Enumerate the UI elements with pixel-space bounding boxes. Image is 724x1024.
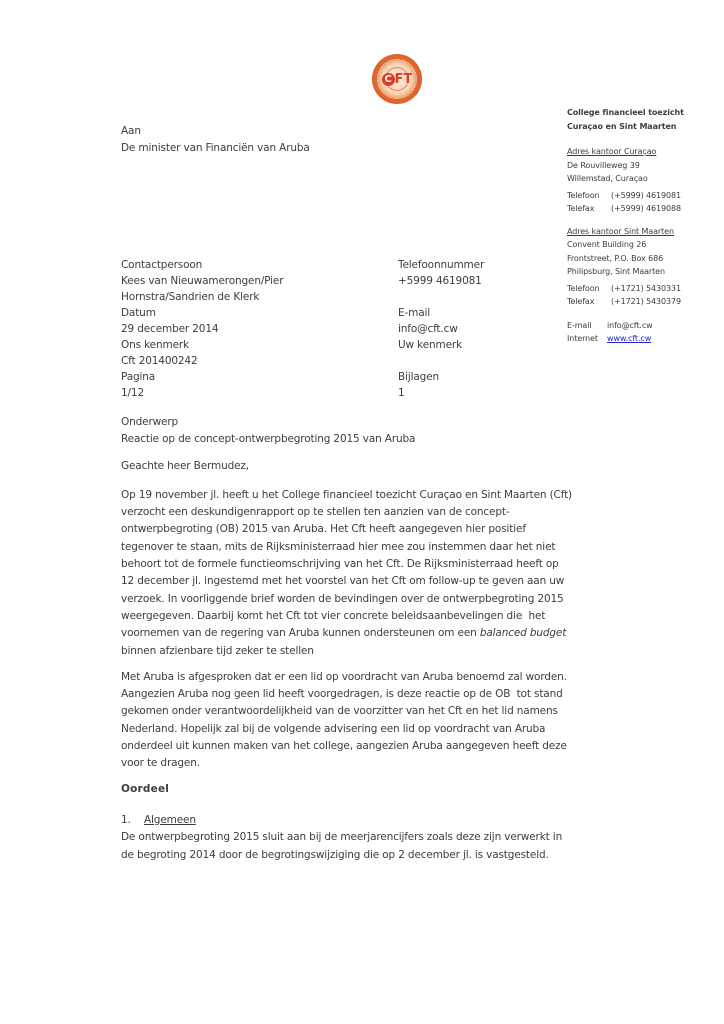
paragraph-line: Aangezien Aruba nog geen lid heeft voorgedragen, is deze reactie op de OB tot stand <box>121 688 563 701</box>
meta-row <box>121 337 633 353</box>
meta-row <box>121 257 633 273</box>
paragraph-line: Op 19 november jl. heeft u het College financieel toezicht Curaçao en Sint Maarten (Cft) <box>121 488 573 501</box>
address-line: Willemstad, Curaçao <box>567 174 648 183</box>
phone-value: (+5999) 4619081 <box>611 190 681 200</box>
section-number: 1. <box>121 813 131 826</box>
subject-text: Reactie op de concept-ontwerpbegroting 2015 van Aruba <box>121 433 416 446</box>
paragraph-line: onderdeel uit kunnen maken van het college, aangezien Aruba aangegeven heeft deze <box>121 740 567 753</box>
logo-letter-c: C <box>382 73 395 86</box>
organization-name-line2: Curaçao en Sint Maarten <box>567 122 677 131</box>
logo-text <box>382 72 413 87</box>
paragraph-line: 12 december jl. ingestemd met het voorstel van het Cft om follow-up te geven aan uw <box>121 575 565 588</box>
paragraph-1 <box>121 487 633 660</box>
meta-row <box>121 273 633 289</box>
letter-meta-grid <box>121 257 633 401</box>
oordeel-heading: Oordeel <box>121 782 170 795</box>
email-label: E-mail <box>567 320 592 330</box>
fax-value: (+1721) 5430379 <box>611 297 681 306</box>
paragraph-line: ontwerpbegroting (OB) 2015 van Aruba. Het Cft heeft aangegeven hier positief <box>121 523 526 536</box>
website-link[interactable]: www.cft.cw <box>607 334 652 343</box>
phone-label: Telefoon <box>567 190 600 200</box>
meta-cell: 1 <box>398 387 405 399</box>
paragraph-line: verzoek. In voorliggende brief worden de bevindingen over de ontwerpbegroting 2015 <box>121 592 564 605</box>
salutation: Geachte heer Bermudez, <box>121 459 249 472</box>
paragraph-text-italic: balanced budget <box>479 627 567 640</box>
internet-label: Internet <box>567 334 598 343</box>
letter-body <box>121 123 633 864</box>
meta-cell: Uw kenmerk <box>398 339 463 351</box>
addressee-to-label: Aan <box>121 125 141 137</box>
paragraph-line: tegenover te staan, mits de Rijksministerraad hier mee zou instemmen daar het niet <box>121 540 556 553</box>
section-heading <box>121 812 633 829</box>
section-algemeen <box>121 812 633 864</box>
meta-row <box>121 369 633 385</box>
meta-cell: Ons kenmerk <box>121 339 189 351</box>
meta-row <box>121 305 633 321</box>
section-title: Algemeen <box>144 813 196 826</box>
fax-label: Telefax <box>567 297 595 306</box>
phone-label: Telefoon <box>567 283 600 293</box>
meta-row <box>121 321 633 337</box>
paragraph-line: verzocht een deskundigenrapport op te stellen ten aanzien van de concept- <box>121 506 510 519</box>
meta-row <box>121 289 633 305</box>
paragraph-2 <box>121 669 633 773</box>
paragraph-line: binnen afzienbare tijd zeker te stellen <box>121 644 314 657</box>
paragraph-line: behoort tot de formele functieomschrijving van het Cft. De Rijksministerraad heeft op <box>121 558 559 571</box>
paragraph-line: weergegeven. Daarbij komt het Cft tot vier concrete beleidsaanbevelingen die het <box>121 609 546 622</box>
meta-cell: Kees van Nieuwamerongen/Pier <box>121 275 284 287</box>
addressee-block <box>121 123 633 157</box>
paragraph-line: Met Aruba is afgesproken dat er een lid op voordracht van Aruba benoemd zal worden. <box>121 670 567 683</box>
organization-name-line1: College financieel toezicht <box>567 108 684 117</box>
fax-label: Telefax <box>567 204 595 213</box>
meta-cell: 29 december 2014 <box>121 323 219 335</box>
address-line: Frontstreet, P.O. Box 686 <box>567 253 664 263</box>
paragraph-line: gekomen onder verantwoordelijkheid van de voorzitter van het Cft en het lid namens <box>121 705 558 718</box>
meta-row <box>121 385 633 401</box>
meta-cell: E-mail <box>398 307 431 319</box>
meta-cell: Telefoonnummer <box>398 259 485 271</box>
meta-cell: +5999 4619081 <box>398 275 482 287</box>
paragraph-line: voor te dragen. <box>121 757 200 770</box>
meta-cell: Hornstra/Sandrien de Klerk <box>121 291 260 303</box>
address-line: Philipsburg, Sint Maarten <box>567 267 665 276</box>
paragraph-line: de begroting 2014 door de begrotingswijziging die op 2 december jl. is vastgesteld. <box>121 848 549 861</box>
subject-block <box>121 414 633 449</box>
paragraph-line-mixed <box>121 625 633 642</box>
meta-cell: Datum <box>121 307 156 319</box>
meta-cell: 1/12 <box>121 387 144 399</box>
meta-row <box>121 353 633 369</box>
phone-value: (+1721) 5430331 <box>611 283 681 293</box>
meta-cell: Bijlagen <box>398 371 439 383</box>
logo-letters-ft: FT <box>394 71 413 87</box>
fax-value: (+5999) 4619088 <box>611 204 681 213</box>
meta-cell: Cft 201400242 <box>121 355 198 367</box>
email-value: info@cft.cw <box>607 320 653 330</box>
subject-label: Onderwerp <box>121 416 179 428</box>
cft-seal-logo-icon <box>372 54 422 104</box>
address-line: Convent Building 26 <box>567 240 647 249</box>
office-curacao-heading: Adres kantoor Curaçao <box>567 147 657 156</box>
office-sint-maarten-heading: Adres kantoor Sint Maarten <box>567 226 674 236</box>
address-line: De Rouvilleweg 39 <box>567 160 640 170</box>
meta-cell: Pagina <box>121 371 156 383</box>
meta-cell: info@cft.cw <box>398 323 458 335</box>
paragraph-line: Nederland. Hopelijk zal bij de volgende advisering een lid op voordracht van Aruba <box>121 722 546 735</box>
paragraph-line: De ontwerpbegroting 2015 sluit aan bij de meerjarencijfers zoals deze zijn verwerkt in <box>121 831 563 844</box>
addressee-name: De minister van Financiën van Aruba <box>121 142 310 154</box>
meta-cell: Contactpersoon <box>121 259 203 271</box>
paragraph-text: voornemen van de regering van Aruba kunnen ondersteunen om een <box>121 627 480 640</box>
